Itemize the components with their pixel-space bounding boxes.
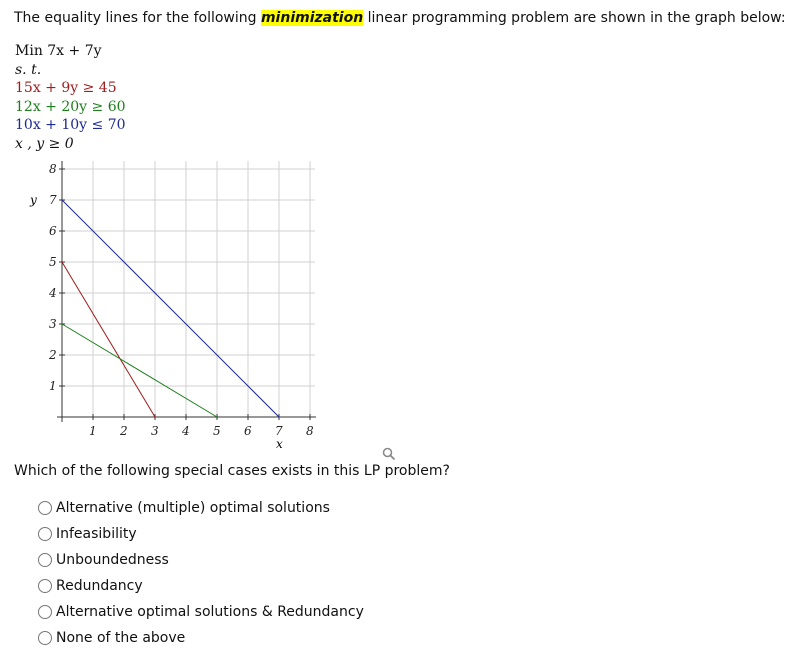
y-tick-label: 6: [49, 224, 57, 238]
option-label: Alternative (multiple) optimal solutions: [56, 500, 330, 516]
option-label: Redundancy: [56, 578, 143, 594]
radio-button[interactable]: [38, 553, 52, 567]
option-label: Infeasibility: [56, 526, 137, 542]
x-tick-label: 8: [306, 424, 314, 438]
x-tick-label: 6: [244, 424, 252, 438]
constraint-line: [62, 200, 279, 417]
x-tick-label: 4: [182, 424, 190, 438]
radio-button[interactable]: [38, 605, 52, 619]
radio-button[interactable]: [38, 527, 52, 541]
constraint-1: 15x + 9y ≥ 45: [15, 80, 117, 96]
constraint-graph: [20, 155, 330, 451]
subject-to-label: s. t.: [15, 61, 42, 78]
y-tick-label: 1: [49, 379, 57, 393]
magnifier-icon[interactable]: [382, 447, 396, 461]
option-label: None of the above: [56, 630, 186, 646]
option-label: Unboundedness: [56, 552, 169, 568]
option-label: Alternative optimal solutions & Redundancy: [56, 604, 364, 620]
problem-intro: [14, 10, 786, 26]
x-axis-label: x: [276, 437, 283, 451]
constraint-line: [62, 262, 155, 417]
constraint-line: [62, 324, 217, 417]
radio-button[interactable]: [38, 631, 52, 645]
question-text: Which of the following special cases exists in this LP problem?: [14, 463, 450, 479]
y-tick-label: 5: [49, 255, 57, 269]
option-none-of-the-above[interactable]: [38, 625, 364, 651]
radio-button[interactable]: [38, 501, 52, 515]
option-infeasibility[interactable]: [38, 521, 364, 547]
x-tick-label: 2: [120, 424, 128, 438]
intro-after: linear programming problem are shown in the graph below:: [363, 10, 786, 26]
y-tick-label: 8: [49, 162, 57, 176]
nonnegativity-constraint: x , y ≥ 0: [15, 135, 74, 152]
option-unboundedness[interactable]: [38, 547, 364, 573]
y-tick-label: 4: [49, 286, 57, 300]
constraint-2: 12x + 20y ≥ 60: [15, 98, 126, 115]
y-tick-label: 2: [49, 348, 57, 362]
y-tick-label: 7: [49, 193, 57, 207]
option-alternative-optimal[interactable]: [38, 495, 364, 521]
radio-button[interactable]: [38, 579, 52, 593]
constraint-lines: [62, 200, 279, 417]
option-redundancy[interactable]: [38, 573, 364, 599]
x-tick-label: 1: [89, 424, 97, 438]
objective-line: Min 7x + 7y: [15, 43, 102, 59]
lp-model: [15, 42, 126, 153]
x-tick-label: 5: [213, 424, 221, 438]
y-axis-label: y: [30, 193, 37, 207]
tick-labels: [48, 162, 314, 438]
option-alternative-and-redundancy[interactable]: [38, 599, 364, 625]
x-tick-label: 7: [275, 424, 283, 438]
constraint-3: 10x + 10y ≤ 70: [15, 117, 126, 133]
answer-options: [38, 495, 364, 651]
grid: [62, 161, 315, 417]
intro-before: The equality lines for the following: [14, 10, 261, 26]
intro-highlight: minimization: [260, 10, 364, 26]
y-tick-label: 3: [49, 317, 57, 331]
x-tick-label: 3: [151, 424, 159, 438]
